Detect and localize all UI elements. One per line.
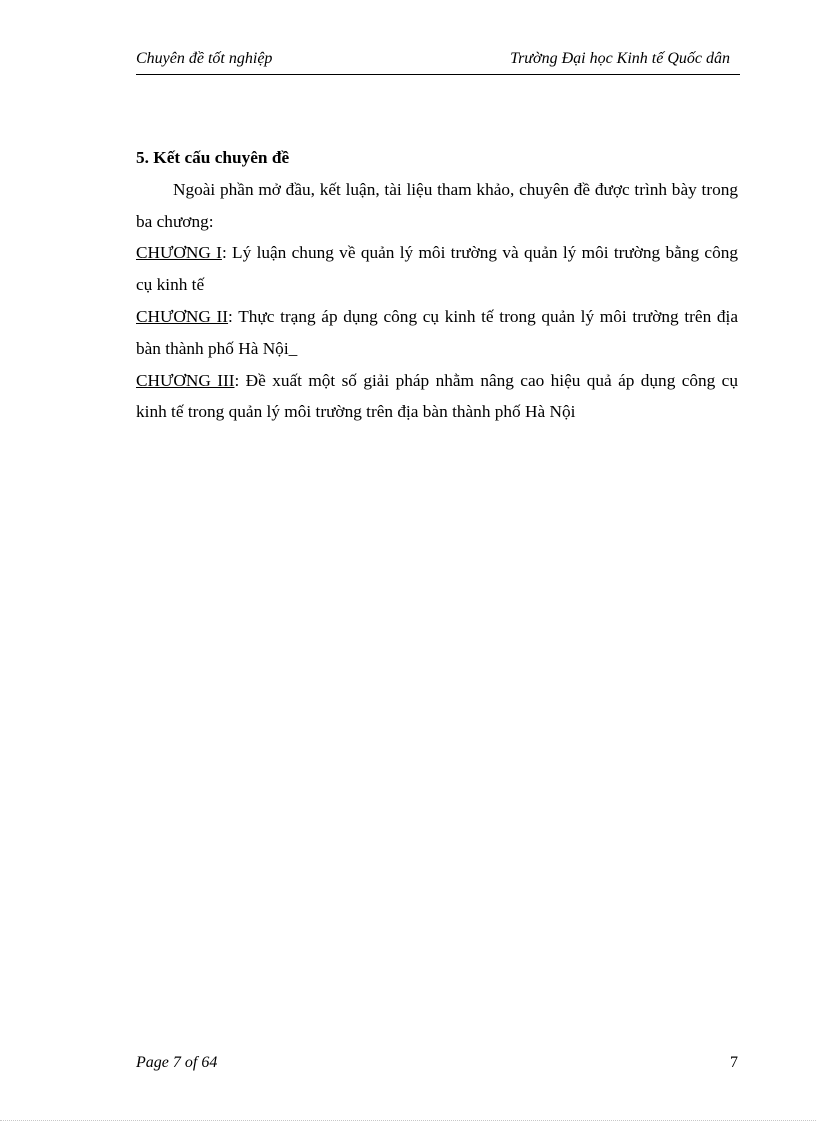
page-number: 7 <box>730 1054 738 1071</box>
chapter-2-text: : Thực trạng áp dụng công cụ kinh tế trong quản lý môi trường trên địa bàn thành phố Hà Nội_ <box>136 306 738 358</box>
page-bottom-edge <box>0 1120 816 1121</box>
chapter-1-text: : Lý luận chung về quản lý môi trường và quản lý môi trường bằng công cụ kinh tế <box>136 243 738 295</box>
header-document-type: Chuyên đề tốt nghiệp <box>136 50 273 67</box>
section-heading: 5. Kết cấu chuyên đề <box>136 148 290 167</box>
chapter-1-label: CHƯƠNG I <box>136 243 222 263</box>
header-university: Trường Đại học Kinh tế Quốc dân <box>510 50 730 67</box>
chapter-3-text: : Đề xuất một số giải pháp nhằm nâng cao hiệu quả áp dụng công cụ kinh tế trong quản lý môi trường trên địa bàn thành phố Hà Nội <box>136 370 738 422</box>
chapter-2 <box>136 301 738 365</box>
chapter-1 <box>136 237 738 301</box>
page-header <box>136 48 740 75</box>
chapter-3-label: CHƯƠNG III <box>136 370 235 390</box>
page-count-label: Page 7 of 64 <box>136 1054 218 1071</box>
chapter-2-label: CHƯƠNG II <box>136 306 229 326</box>
intro-paragraph: Ngoài phần mở đầu, kết luận, tài liệu tham khảo, chuyên đề được trình bày trong ba chương: <box>136 179 738 231</box>
document-body <box>136 142 738 428</box>
chapter-3 <box>136 365 738 429</box>
